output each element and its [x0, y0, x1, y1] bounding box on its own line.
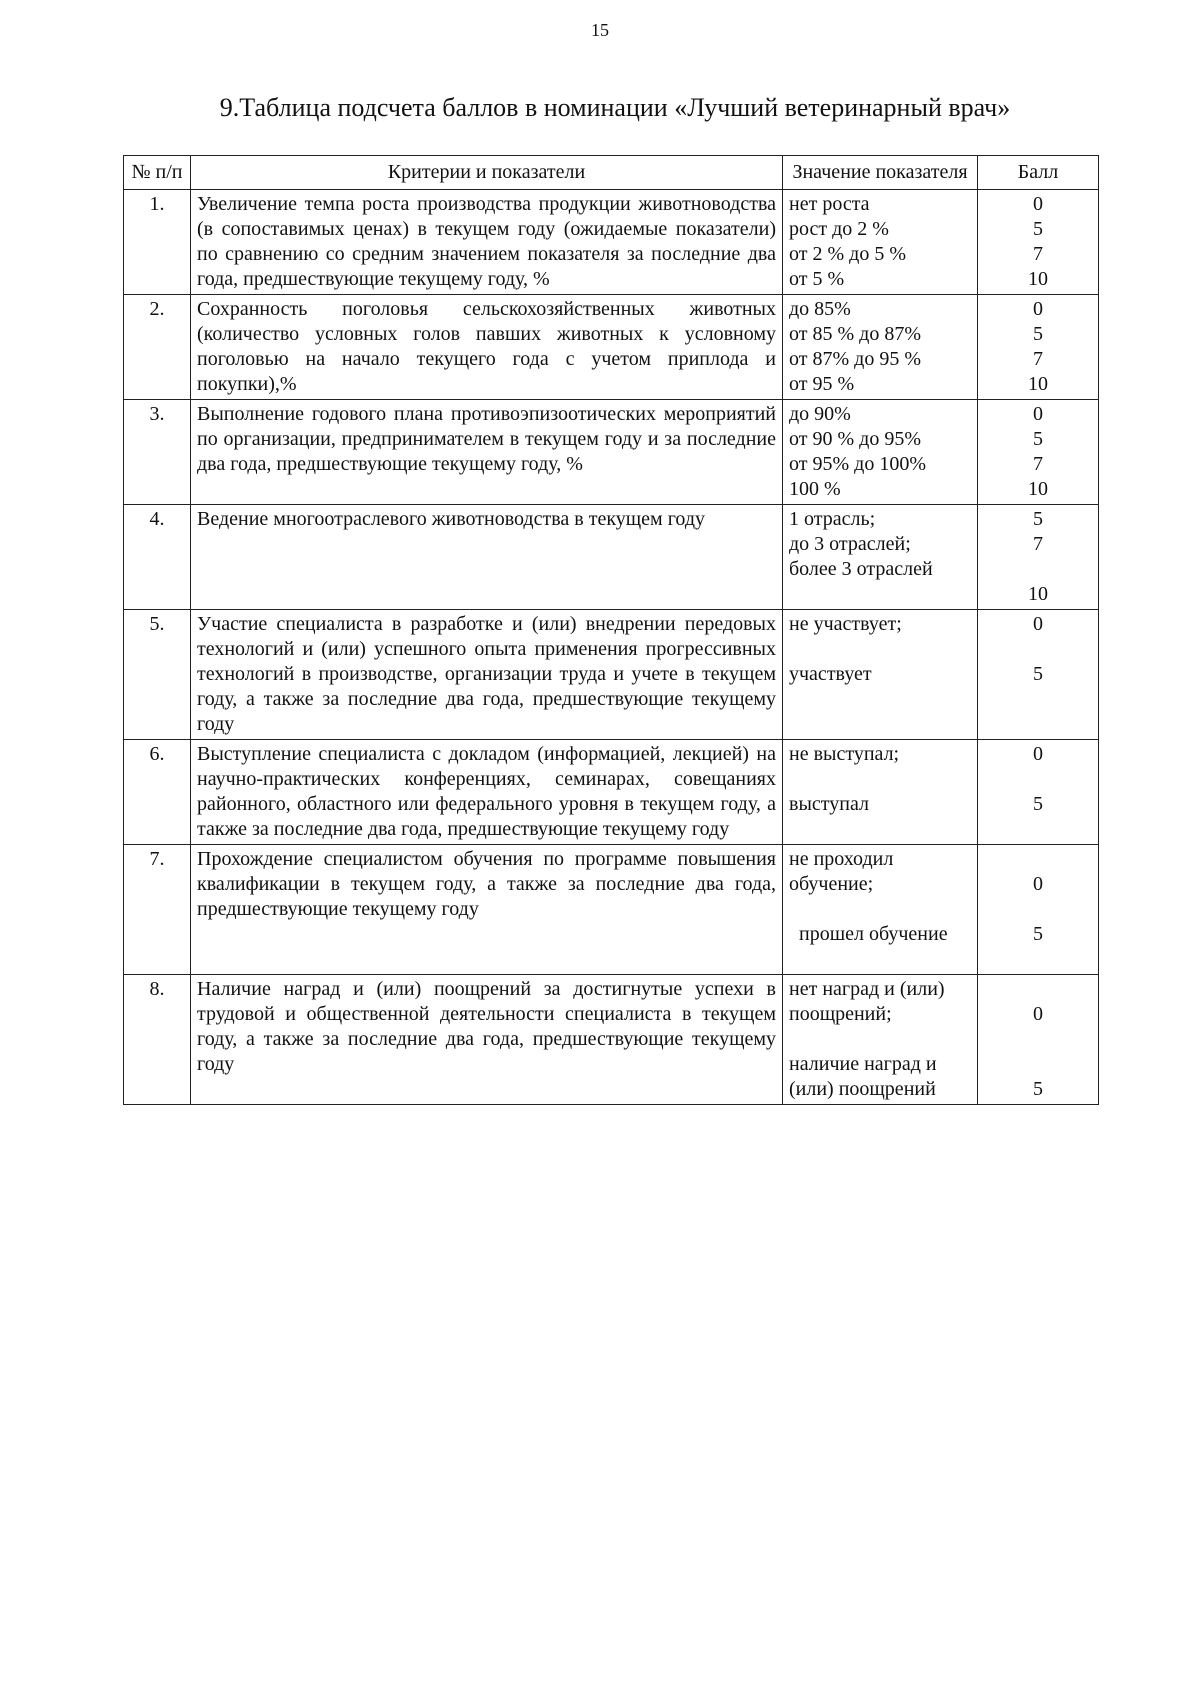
row-values	[783, 740, 978, 845]
score-item: 5	[1033, 218, 1043, 240]
document-title: 9.Таблица подсчета баллов в номинации «Лучший ветеринарный врач»	[219, 93, 1011, 122]
score-item: 0	[1033, 613, 1043, 635]
value-item: наличие наград и	[789, 1053, 937, 1075]
score-item: 7	[1033, 453, 1043, 475]
row-scores	[978, 975, 1099, 1105]
score-item: 5	[1033, 663, 1043, 685]
row-scores	[978, 505, 1099, 610]
row-number: 3.	[124, 400, 191, 505]
table-row	[124, 400, 1099, 505]
row-scores	[978, 295, 1099, 400]
row-values	[783, 190, 978, 295]
row-criteria: Ведение многоотраслевого животноводства в текущем году	[191, 505, 783, 610]
score-item: 5	[1033, 508, 1043, 530]
row-number: 6.	[124, 740, 191, 845]
value-item: рост до 2 %	[789, 218, 889, 240]
row-values	[783, 845, 978, 975]
score-item: 0	[1033, 1003, 1043, 1025]
score-item: 10	[1028, 268, 1048, 290]
score-item: 5	[1033, 428, 1043, 450]
value-item: не выступал;	[789, 743, 900, 765]
value-item: от 95 %	[789, 373, 855, 395]
value-item: 100 %	[789, 478, 841, 500]
value-item: до 90%	[789, 403, 851, 425]
score-item: 5	[1033, 793, 1043, 815]
row-criteria: Выступление специалиста с докладом (информацией, лекцией) на научно-практических конференциях, семинарах, совещаниях районного, областного или федерального уровня в текущем году, а также за последние два года, предшествующие текущему году	[191, 740, 783, 845]
score-item: 0	[1033, 193, 1043, 215]
table-header-row	[124, 156, 1099, 190]
table-row	[124, 975, 1099, 1105]
row-values	[783, 400, 978, 505]
row-scores	[978, 400, 1099, 505]
score-item: 0	[1033, 298, 1043, 320]
value-item: от 90 % до 95%	[789, 428, 921, 450]
value-item: участвует	[789, 663, 872, 685]
row-number: 4.	[124, 505, 191, 610]
row-number: 8.	[124, 975, 191, 1105]
row-number: 5.	[124, 610, 191, 740]
page-number: 15	[591, 20, 609, 40]
score-table	[123, 155, 1099, 1105]
value-item: выступал	[789, 793, 869, 815]
row-number: 2.	[124, 295, 191, 400]
value-item: от 5 %	[789, 268, 845, 290]
value-item: прошел обучение	[799, 923, 948, 945]
value-item: от 87% до 95 %	[789, 348, 921, 370]
row-criteria: Прохождение специалистом обучения по программе повышения квалификации в текущем году, а также за последние два года, предшествующие текущему году	[191, 845, 783, 975]
row-number: 1.	[124, 190, 191, 295]
row-criteria: Участие специалиста в разработке и (или) внедрении передовых технологий и (или) успешного опыта применения прогрессивных технологий в производстве, организации труда и учете в текущем году, а также за последние два года, предшествующие текущему году	[191, 610, 783, 740]
row-number: 7.	[124, 845, 191, 975]
value-item: 1 отрасль;	[789, 508, 876, 530]
value-item: от 95% до 100%	[789, 453, 926, 475]
value-item: поощрений;	[789, 1003, 892, 1025]
table-row	[124, 610, 1099, 740]
table-row	[124, 505, 1099, 610]
value-item: нет наград и (или)	[789, 978, 945, 1000]
score-item: 0	[1033, 403, 1043, 425]
row-criteria: Выполнение годового плана противоэпизоотических мероприятий по организации, предпринимателем в текущем году и за последние два года, предшествующие текущему году, %	[191, 400, 783, 505]
value-item: нет роста	[789, 193, 870, 215]
value-item: более 3 отраслей	[789, 558, 933, 580]
score-item: 0	[1033, 743, 1043, 765]
row-values	[783, 295, 978, 400]
row-scores	[978, 740, 1099, 845]
value-item: не проходил	[789, 848, 894, 870]
row-values	[783, 610, 978, 740]
row-values	[783, 975, 978, 1105]
value-item: от 85 % до 87%	[789, 323, 921, 345]
row-criteria: Наличие наград и (или) поощрений за достигнутые успехи в трудовой и общественной деятельности специалиста в текущем году, а также за последние два года, предшествующие текущему году	[191, 975, 783, 1105]
header-criteria: Критерии и показатели	[191, 156, 783, 190]
score-item: 7	[1033, 533, 1043, 555]
header-score: Балл	[978, 156, 1099, 190]
score-item: 5	[1033, 923, 1043, 945]
score-item: 5	[1033, 1078, 1043, 1100]
score-item: 5	[1033, 323, 1043, 345]
value-item: от 2 % до 5 %	[789, 243, 906, 265]
value-item: обучение;	[789, 873, 874, 895]
score-item: 10	[1028, 478, 1048, 500]
table-row	[124, 190, 1099, 295]
value-item: до 3 отраслей;	[789, 533, 911, 555]
row-criteria: Увеличение темпа роста производства продукции животноводства (в сопоставимых ценах) в текущем году (ожидаемые показатели) по сравнению со средним значением показателя за последние два года, предшествующие текущему году, %	[191, 190, 783, 295]
value-item: не участвует;	[789, 613, 902, 635]
header-num: № п/п	[124, 156, 191, 190]
value-item: (или) поощрений	[789, 1078, 936, 1100]
row-criteria: Сохранность поголовья сельскохозяйственных животных (количество условных голов павших животных к условному поголовью на начало текущего года с учетом приплода и покупки),%	[191, 295, 783, 400]
table-row	[124, 295, 1099, 400]
row-scores	[978, 610, 1099, 740]
row-values	[783, 505, 978, 610]
row-scores	[978, 845, 1099, 975]
value-item: до 85%	[789, 298, 851, 320]
score-item: 10	[1028, 583, 1048, 605]
score-item: 0	[1033, 873, 1043, 895]
table-row	[124, 740, 1099, 845]
table-row	[124, 845, 1099, 975]
header-value: Значение показателя	[783, 156, 978, 190]
score-item: 10	[1028, 373, 1048, 395]
row-scores	[978, 190, 1099, 295]
score-item: 7	[1033, 348, 1043, 370]
score-item: 7	[1033, 243, 1043, 265]
